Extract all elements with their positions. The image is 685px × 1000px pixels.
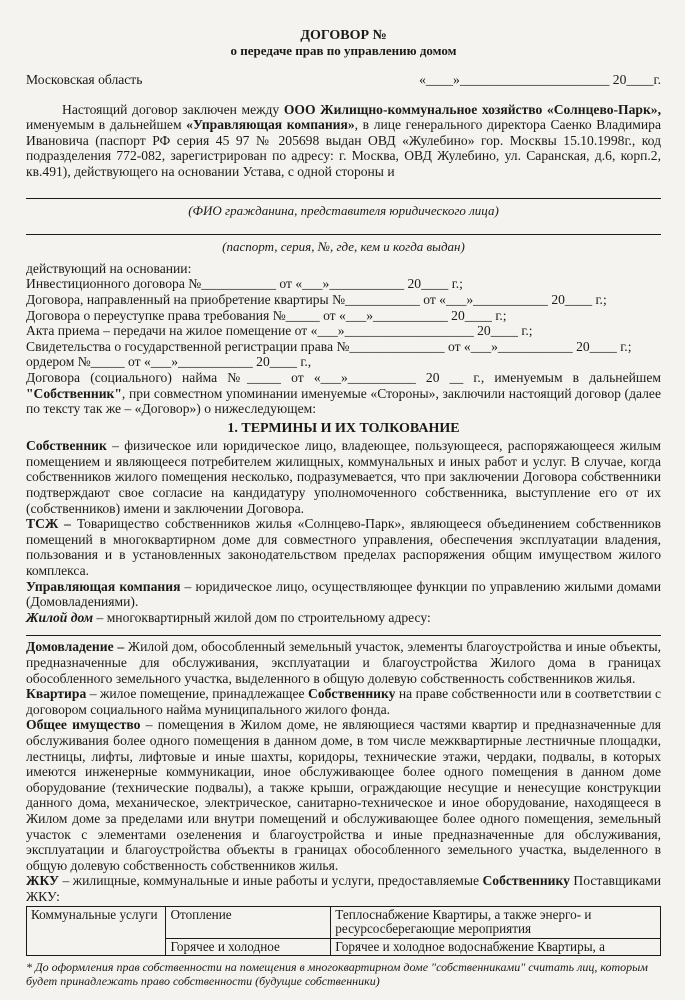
footnote: * До оформления прав собственности на помещения в многоквартирном доме "собственниками" считать лиц, которым будет принадлежать право собственности (будущие собственники) — [26, 960, 648, 989]
term-common-def: – помещения в Жилом доме, не являющиеся частями квартир и предназначенные для обслуживания более одного помещения в данном доме, в том числе межквартирные лестничные площадки, лестницы, лифты, лифтовые и иные шахты, коридоры, технические этажи, чердаки, подвалы, в которых имеются инженерные коммуникации, иное обслуживающее более одного помещения в данном доме оборудование (технические подвалы), а также крыши, ограждающие несущие и ненесущие конструкции данного дома, механическое, электрическое, санитарно-техническое и иное оборудование, находящееся в Жилом доме за пределами или внутри помещений и обслуживающее более одного помещения, земельный участок с элементами озеленения и благоустройства и иные предназначенные для обслуживания, эксплуатации и благоустройства объекты в границах обособленного земельного участка, выделенного в общую долевую собственность собственников жилья. — [26, 717, 661, 873]
term-tsj-name: ТСЖ – — [26, 516, 71, 532]
term-owner-def: – физическое или юридическое лицо, владеющее, пользующееся, распоряжающееся жилым помещением и являющееся потребителем жилищных, коммунальных и иных работ и услуг. В случае, когда собственников жилого помещения несколько, подразумевается, что при заключении Договора собственники подтверждают свое согласие на кандидатуру уполномоченного собственника, выступление его от их (собственников) имени и заключении Договора. — [26, 438, 661, 516]
table-cell: Теплоснабжение Квартиры, а также энерго- и ресурсосберегающие мероприятия — [331, 906, 661, 938]
term-tsj — [26, 516, 661, 578]
term-house — [26, 610, 661, 626]
intro-text-c: , в лице генерального директора Саенко Владимира Ивановича (паспорт РФ серия 45 97 № 205698 выдан ОВД «Жулебино» гор. Москвы 15.10.1998г., код подразделения 772-082, зарегистрирован по адресу: г. Москва, ОВД Жулебино, ул. Саранская, д.6, корп.2, кв.491), действующего на основании Устава, с одной стороны и — [26, 117, 661, 179]
table-cell: Горячее и холодное — [166, 938, 331, 956]
company-name: ООО Жилищно-коммунальное хозяйство «Солнцево-Парк», — [283, 101, 661, 117]
term-estate-name: Домовладение – — [26, 639, 125, 655]
contract-date: «____»______________________ 20____г. — [419, 72, 661, 87]
intro-text-b: именуемым в дальнейшем — [26, 117, 187, 133]
term-jku — [26, 873, 661, 904]
term-jku-name: ЖКУ — [26, 873, 60, 889]
social-rent-paragraph — [26, 370, 661, 417]
term-owner-name: Собственник — [26, 438, 107, 454]
term-owner — [26, 438, 661, 516]
passport-line — [26, 220, 661, 235]
uk-alias: «Управляющая компания» — [186, 117, 355, 133]
place: Московская область — [26, 72, 143, 87]
social-text-a: Договора (социального) найма №_____ от «___»__________ 20 __ г., именуемым в дальнейшем — [26, 369, 661, 385]
term-tsj-def: Товарищество собственников жилья «Солнцево-Парк», являющееся объединением собственников помещений в многоквартирном доме для совместного управления, обеспечения эксплуатации владения, пользования и в установленных законодательством пределах распоряжения общим имуществом жилого комплекса. — [26, 516, 662, 579]
term-flat-name: Квартира — [26, 686, 87, 702]
term-house-def: – многоквартирный жилой дом по строительному адресу: — [93, 609, 431, 625]
basis-6: ордером №_____ от «___»___________ 20____ г., — [26, 354, 312, 370]
term-uk-def: – юридическое лицо, осуществляющее функции по управлению жилыми домами (Домовладениями). — [26, 578, 661, 610]
document-subtitle: о передаче прав по управлению домом — [230, 43, 457, 58]
place-date-row — [26, 72, 661, 88]
section-1-title: 1. ТЕРМИНЫ И ИХ ТОЛКОВАНИЕ — [227, 420, 460, 436]
fio-caption: (ФИО гражданина, представителя юридического лица) — [188, 202, 499, 218]
acting-basis-label: действующий на основании: — [26, 260, 192, 276]
passport-caption: (паспорт, серия, №, где, кем и когда выдан) — [222, 239, 465, 255]
term-flat — [26, 686, 661, 717]
term-jku-def-b: Поставщиками ЖКУ: — [26, 873, 661, 904]
table-row — [27, 906, 661, 938]
term-house-name: Жилой дом — [26, 609, 94, 625]
term-jku-def-a: – жилищные, коммунальные и иные работы и услуги, предоставляемые — [59, 873, 483, 889]
fio-line — [26, 184, 661, 199]
term-estate-def: Жилой дом, обособленный земельный участок, элементы благоустройства и иные объекты, предназначенные для обслуживания, эксплуатации и благоустройства Жилого дома в границах обособленного земельного участка, выделенного в общую долевую собственность собственников жилья. — [26, 639, 661, 686]
social-text-c: , при совместном упоминании именуемые «Стороны», заключили настоящий договор (далее по тексту так же – «Договор») о нижеследующем: — [26, 385, 661, 417]
term-jku-owner: Собственнику — [482, 873, 570, 889]
term-common-name: Общее имущество — [26, 717, 141, 733]
document-title: ДОГОВОР № — [300, 28, 387, 43]
intro-text-a: Настоящий договор заключен между — [62, 101, 284, 117]
basis-3: Договора о переуступке права требования №_____ от «___»___________ 20____ г.; — [26, 307, 507, 323]
address-line — [26, 625, 661, 636]
table-cell: Отопление — [166, 906, 331, 938]
table-cell: Горячее и холодное водоснабжение Квартиры, а — [331, 938, 661, 956]
term-common-property — [26, 717, 661, 873]
basis-2: Договора, направленный на приобретение квартиры №___________ от «___»___________ 20____ г.; — [26, 291, 607, 307]
basis-1: Инвестиционного договора №___________ от «___»___________ 20____ г.; — [26, 276, 463, 292]
table-cell: Коммунальные услуги — [27, 906, 166, 956]
intro-paragraph — [26, 102, 661, 180]
term-uk-name: Управляющая компания — [26, 578, 181, 594]
services-table — [26, 906, 661, 957]
term-estate — [26, 639, 661, 686]
term-uk — [26, 579, 661, 610]
owner-alias: "Собственник" — [26, 385, 122, 401]
basis-5: Свидетельства о государственной регистрации права №______________ от «___»___________ 20____ г.; — [26, 338, 632, 354]
term-flat-def-a: – жилое помещение, принадлежащее — [86, 686, 309, 702]
basis-4: Акта приема – передачи на жилое помещение от «___»___________________ 20____ г.; — [26, 323, 533, 339]
term-flat-owner: Собственнику — [308, 686, 396, 702]
term-flat-def-b: на праве собственности или в соответствии с договором социального найма муниципального жилого фонда. — [26, 686, 661, 717]
